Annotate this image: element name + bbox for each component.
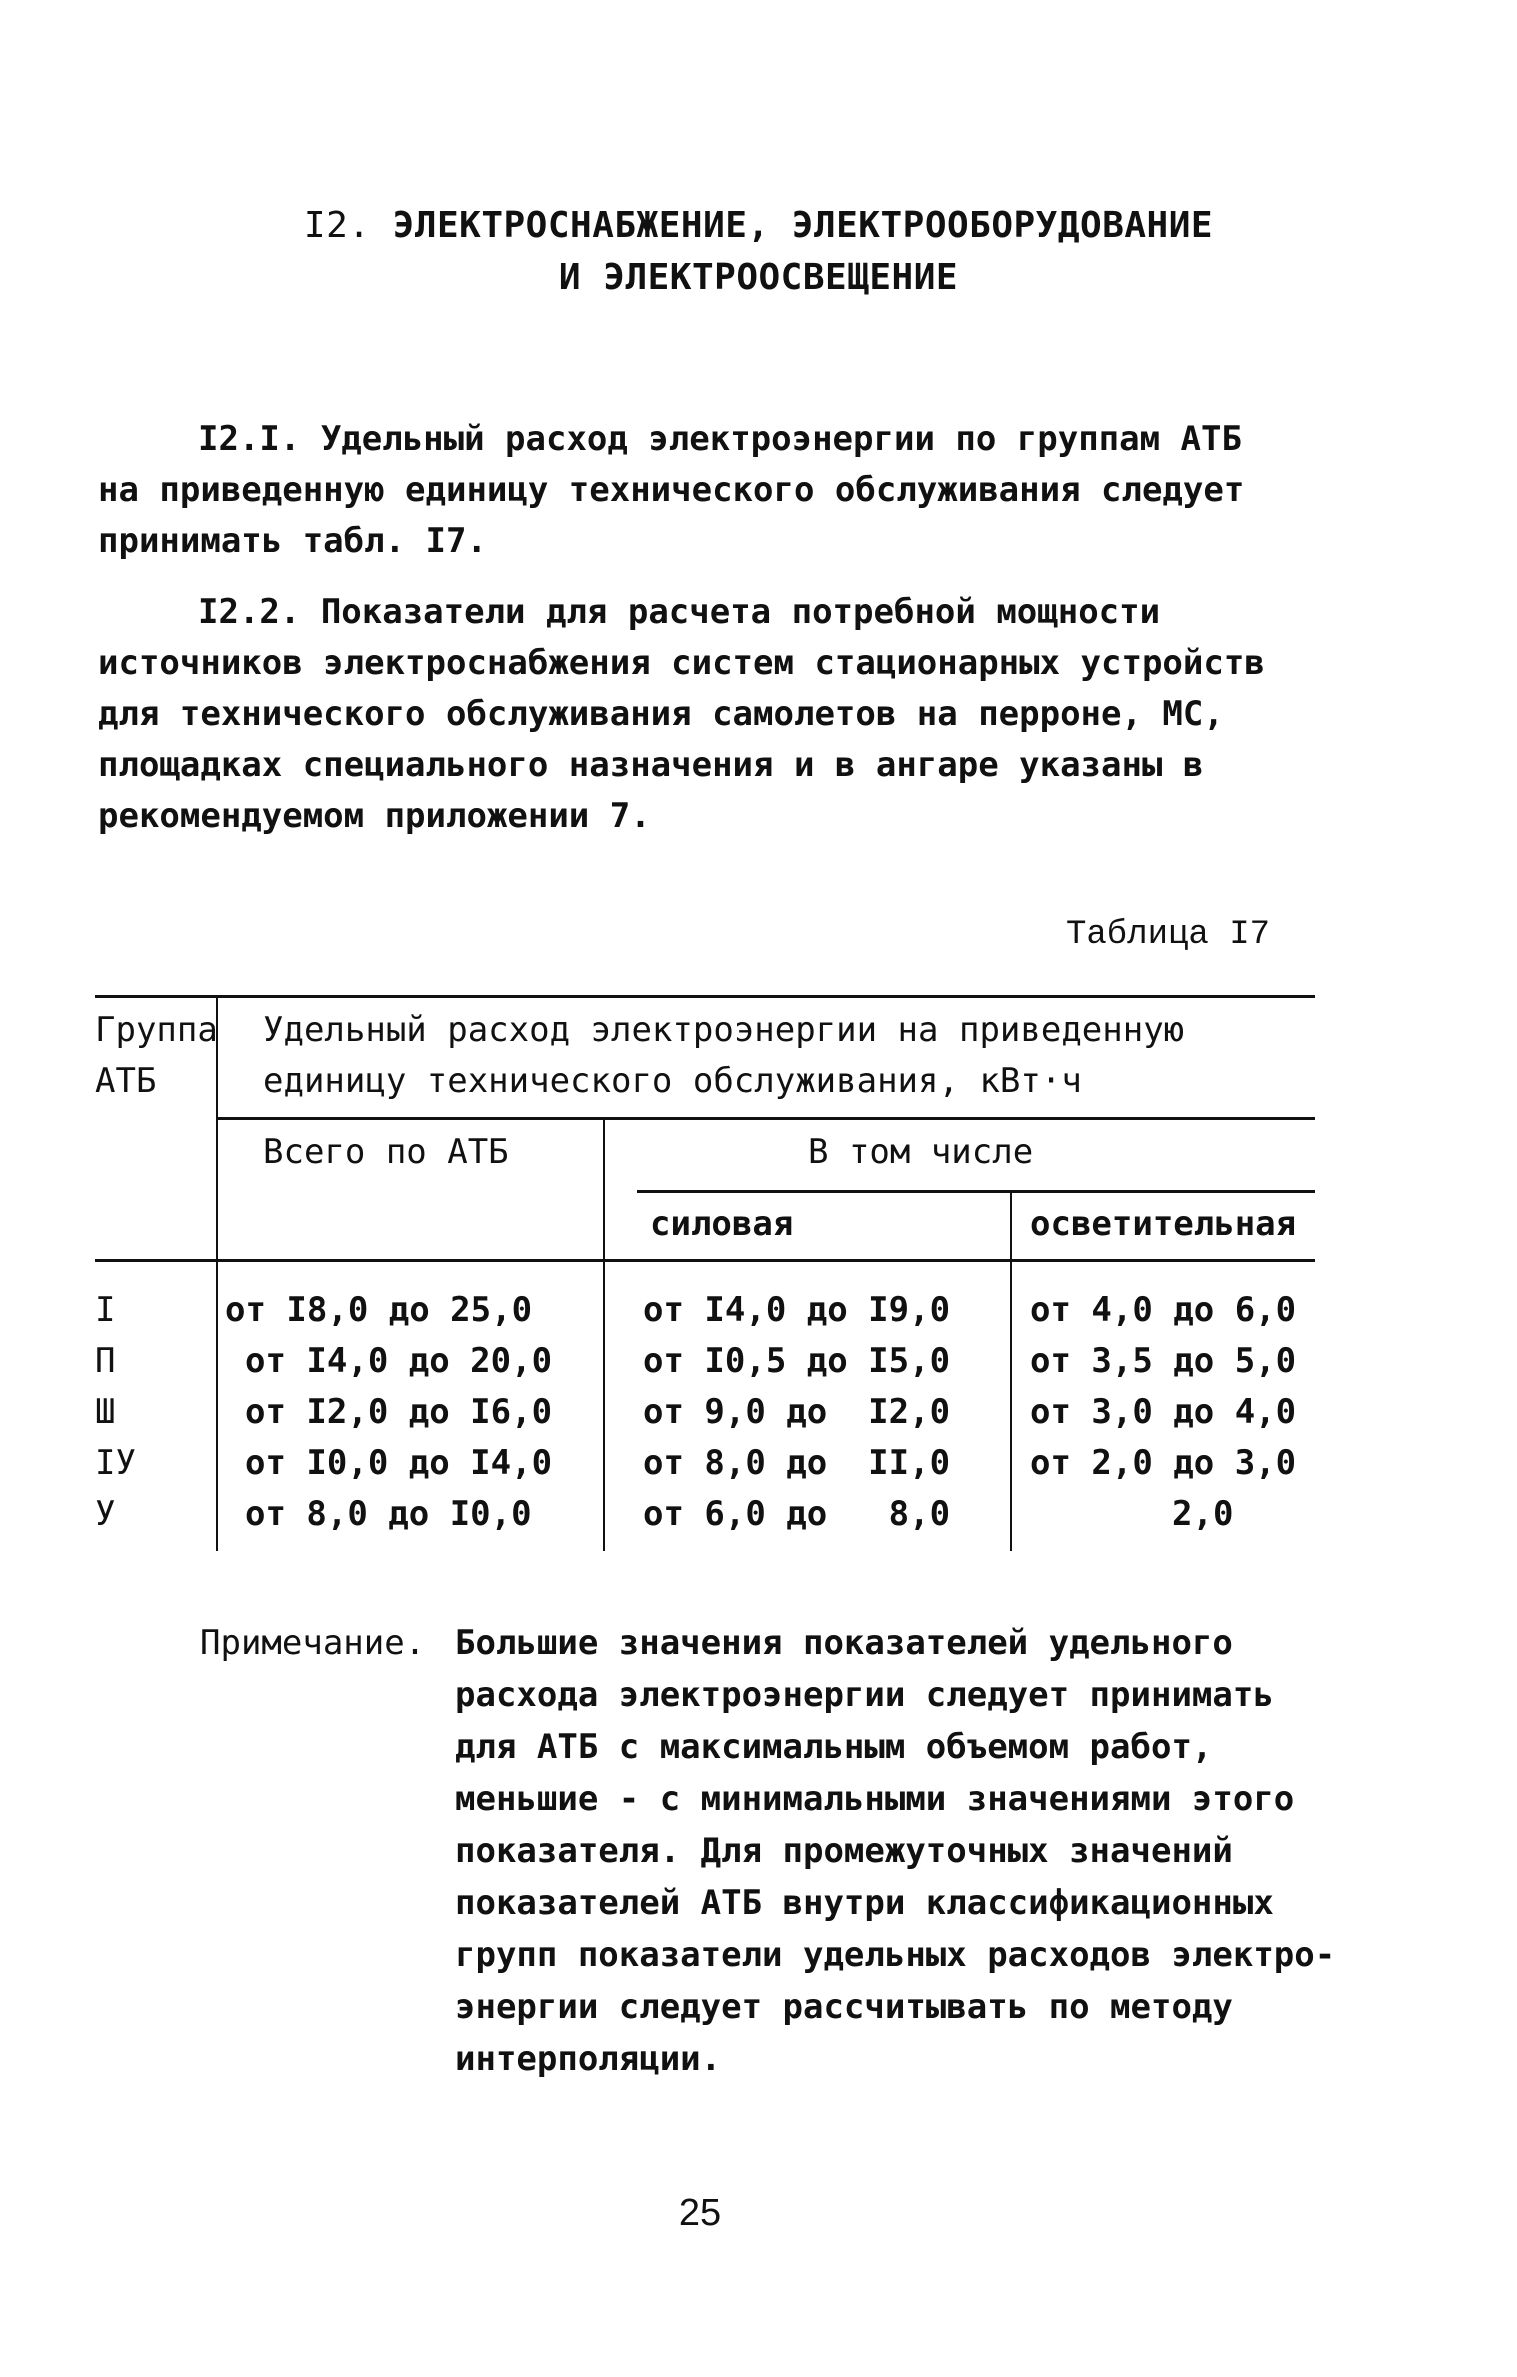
note-line: энергии следует рассчитывать по методу bbox=[455, 1987, 1233, 2027]
main-header-line2: единицу технического обслуживания, кВт·ч bbox=[263, 1061, 1082, 1101]
paragraph-line: рекомендуемом приложении 7. bbox=[98, 796, 651, 836]
row-3-lighting: от 3,0 до 4,0 bbox=[1030, 1392, 1297, 1432]
table-caption: Таблица I7 bbox=[1066, 916, 1271, 954]
row-5-power: от 6,0 до 8,0 bbox=[643, 1494, 951, 1534]
note-line: показателей АТБ внутри классификационных bbox=[455, 1883, 1274, 1923]
row-5-group: У bbox=[95, 1494, 116, 1534]
row-1-lighting: от 4,0 до 6,0 bbox=[1030, 1290, 1297, 1330]
note-label: Примечание. bbox=[200, 1623, 426, 1663]
energy-consumption-table bbox=[95, 995, 1315, 1560]
power-header: силовая bbox=[650, 1204, 794, 1244]
row-3-group: Ш bbox=[95, 1392, 116, 1432]
paragraph-line: для технического обслуживания самолетов на перроне, МС, bbox=[98, 694, 1224, 734]
total-header: Всего по АТБ bbox=[263, 1132, 509, 1172]
note-line: групп показатели удельных расходов электро- bbox=[455, 1935, 1336, 1975]
row-5-total: от 8,0 до I0,0 bbox=[245, 1494, 532, 1534]
paragraph-line: I2.I. Удельный расход электроэнергии по группам АТБ bbox=[198, 419, 1242, 459]
table-col-divider-group bbox=[216, 995, 218, 1551]
table-rule-under-including bbox=[637, 1190, 1315, 1193]
group-header-line1: Группа bbox=[95, 1010, 218, 1050]
paragraph-line: площадках специального назначения и в ангаре указаны в bbox=[98, 745, 1204, 785]
paragraph-12-1 bbox=[98, 414, 1338, 567]
row-5-lighting: 2,0 bbox=[1172, 1494, 1234, 1534]
note-line: для АТБ с максимальным объемом работ, bbox=[455, 1727, 1213, 1767]
row-2-total: от I4,0 до 20,0 bbox=[245, 1341, 553, 1381]
note-line: меньшие - с минимальными значениями этого bbox=[455, 1779, 1295, 1819]
table-col-divider-total bbox=[603, 1117, 605, 1551]
row-3-power: от 9,0 до I2,0 bbox=[643, 1392, 951, 1432]
lighting-header: осветительная bbox=[1030, 1204, 1297, 1244]
note-line: Большие значения показателей удельного bbox=[455, 1623, 1233, 1663]
row-4-group: IУ bbox=[95, 1443, 136, 1483]
table-top-rule bbox=[95, 995, 1315, 998]
row-4-lighting: от 2,0 до 3,0 bbox=[1030, 1443, 1297, 1483]
section-title-line2: И ЭЛЕКТРООСВЕЩЕНИЕ bbox=[558, 257, 959, 298]
main-header-line1: Удельный расход электроэнергии на приведенную bbox=[263, 1010, 1185, 1050]
note-line: интерполяции. bbox=[455, 2039, 722, 2079]
row-2-power: от I0,5 до I5,0 bbox=[643, 1341, 951, 1381]
section-title-line1: ЭЛЕКТРОСНАБЖЕНИЕ, ЭЛЕКТРООБОРУДОВАНИЕ bbox=[392, 205, 1214, 246]
row-1-total: от I8,0 до 25,0 bbox=[225, 1290, 533, 1330]
paragraph-12-2 bbox=[98, 587, 1338, 842]
row-2-group: П bbox=[95, 1341, 116, 1381]
row-2-lighting: от 3,5 до 5,0 bbox=[1030, 1341, 1297, 1381]
row-4-total: от I0,0 до I4,0 bbox=[245, 1443, 553, 1483]
paragraph-line: I2.2. Показатели для расчета потребной мощности bbox=[198, 592, 1161, 632]
note-line: расхода электроэнергии следует принимать bbox=[455, 1675, 1274, 1715]
group-header-line2: АТБ bbox=[95, 1061, 157, 1101]
row-1-power: от I4,0 до I9,0 bbox=[643, 1290, 951, 1330]
row-4-power: от 8,0 до II,0 bbox=[643, 1443, 951, 1483]
section-number: I2. bbox=[303, 205, 371, 246]
note-body bbox=[455, 1617, 1335, 2085]
table-rule-under-main-header bbox=[218, 1117, 1315, 1120]
paragraph-line: на приведенную единицу технического обслуживания следует bbox=[98, 470, 1245, 510]
section-heading-line1 bbox=[0, 205, 1517, 246]
section-heading-line2 bbox=[0, 257, 1517, 298]
note-line: показателя. Для промежуточных значений bbox=[455, 1831, 1233, 1871]
row-3-total: от I2,0 до I6,0 bbox=[245, 1392, 553, 1432]
table-col-divider-power bbox=[1010, 1190, 1012, 1551]
page-number: 25 bbox=[678, 2192, 722, 2234]
table-header-bottom-rule bbox=[95, 1259, 1315, 1262]
paragraph-line: источников электроснабжения систем стационарных устройств bbox=[98, 643, 1265, 683]
row-1-group: I bbox=[95, 1290, 116, 1330]
including-header: В том числе bbox=[808, 1132, 1034, 1172]
paragraph-line: принимать табл. I7. bbox=[98, 521, 487, 561]
